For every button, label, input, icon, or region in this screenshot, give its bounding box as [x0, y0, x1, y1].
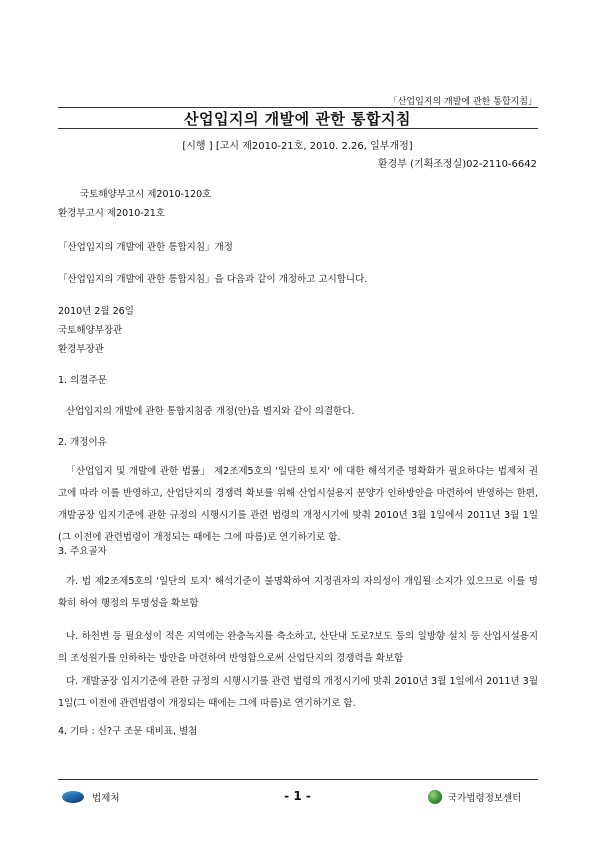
footer-right-label: 국가법령정보센터	[448, 793, 522, 804]
notice-number-2: 환경부고시 제2010-21호	[58, 208, 165, 219]
department-contact: 환경부 (기획조정실)02-2110-6642	[377, 159, 537, 170]
section-2-text: 「산업입지 및 개발에 관한 법률」 제2조제5호의 '일단의 토지' 에 대한 해석기준 명확화가 필요하다는 법제처 권고에 따라 이를 반영하고, 산업단지의 경쟁력 확보를 위해 산업시설용지 분양가 인하방안을 마련하여 반영하는 한편, 개발공장 입지기준에 관한 규정의 시행시기를 관련 법령의 개정시기에 맞춰 2010년 3월 1일에서 2011년 3월 1일(그 이전에 관련법령이 개정되는 때에는 그에 따름)로 연기하기로 함.	[58, 466, 538, 543]
signer-1: 국토해양부장관	[58, 325, 123, 336]
signer-2: 환경부장관	[58, 344, 104, 355]
section-1-heading: 1. 의결주문	[58, 375, 107, 386]
footer-left-label: 법제처	[92, 793, 120, 804]
section-3-heading: 3. 주요골자	[58, 546, 107, 557]
revision-title: 「산업입지의 개발에 관한 통합지침」개정	[58, 242, 233, 253]
section-3-item-b: 나. 하천변 등 필요성이 적은 지역에는 완충녹지를 축소하고, 산단내 도로?보도 등의 일방향 설치 등 산업시설용지의 조성원가를 인하하는 방안을 마련하여 반영함으로써 산업단지의 경쟁력을 확보함	[58, 631, 538, 664]
section-4-heading: 4. 기타 : 신?구 조문 대비표, 별첨	[58, 726, 198, 737]
page-title: 산업입지의 개발에 관한 통합지침	[183, 110, 412, 128]
notice-number-1: 국토해양부고시 제2010-120호	[80, 189, 212, 200]
section-3-item-a: 가. 법 제2조제5호의 '일단의 토지' 해석기준이 불명확하여 지정권자의 자의성이 개입될 소지가 있으므로 이를 명확히 하여 행정의 투명성을 확보함	[58, 576, 538, 609]
section-3-item-c: 다. 개발공장 입지기준에 관한 규정의 시행시기를 관련 법령의 개정시기에 맞춰 2010년 3월 1일에서 2011년 3월 1일(그 이전에 관련법령이 개정되는 때에는 그에 따름)로 연기하기로 함.	[58, 676, 538, 709]
page-number: - 1 -	[284, 789, 311, 803]
notice-date: 2010년 2월 26일	[58, 306, 134, 317]
section-2-heading: 2. 개정이유	[58, 437, 107, 448]
section-1-text: 산업입지의 개발에 관한 통합지침중 개정(안)을 별지와 같이 의결한다.	[66, 406, 355, 417]
enforcement-meta: [시행 ] [고시 제2010-21호, 2010. 2.26, 일부개정]	[182, 141, 413, 152]
revision-text: 「산업입지의 개발에 관한 통합지침」을 다음과 같이 개정하고 고시합니다.	[58, 274, 368, 285]
footer-divider	[58, 779, 538, 780]
law-center-logo-icon	[428, 790, 442, 804]
footer-right	[428, 790, 521, 804]
header-tag: 「산업입지의 개발에 관한 통합지침」	[388, 97, 537, 107]
title-divider	[58, 128, 538, 129]
